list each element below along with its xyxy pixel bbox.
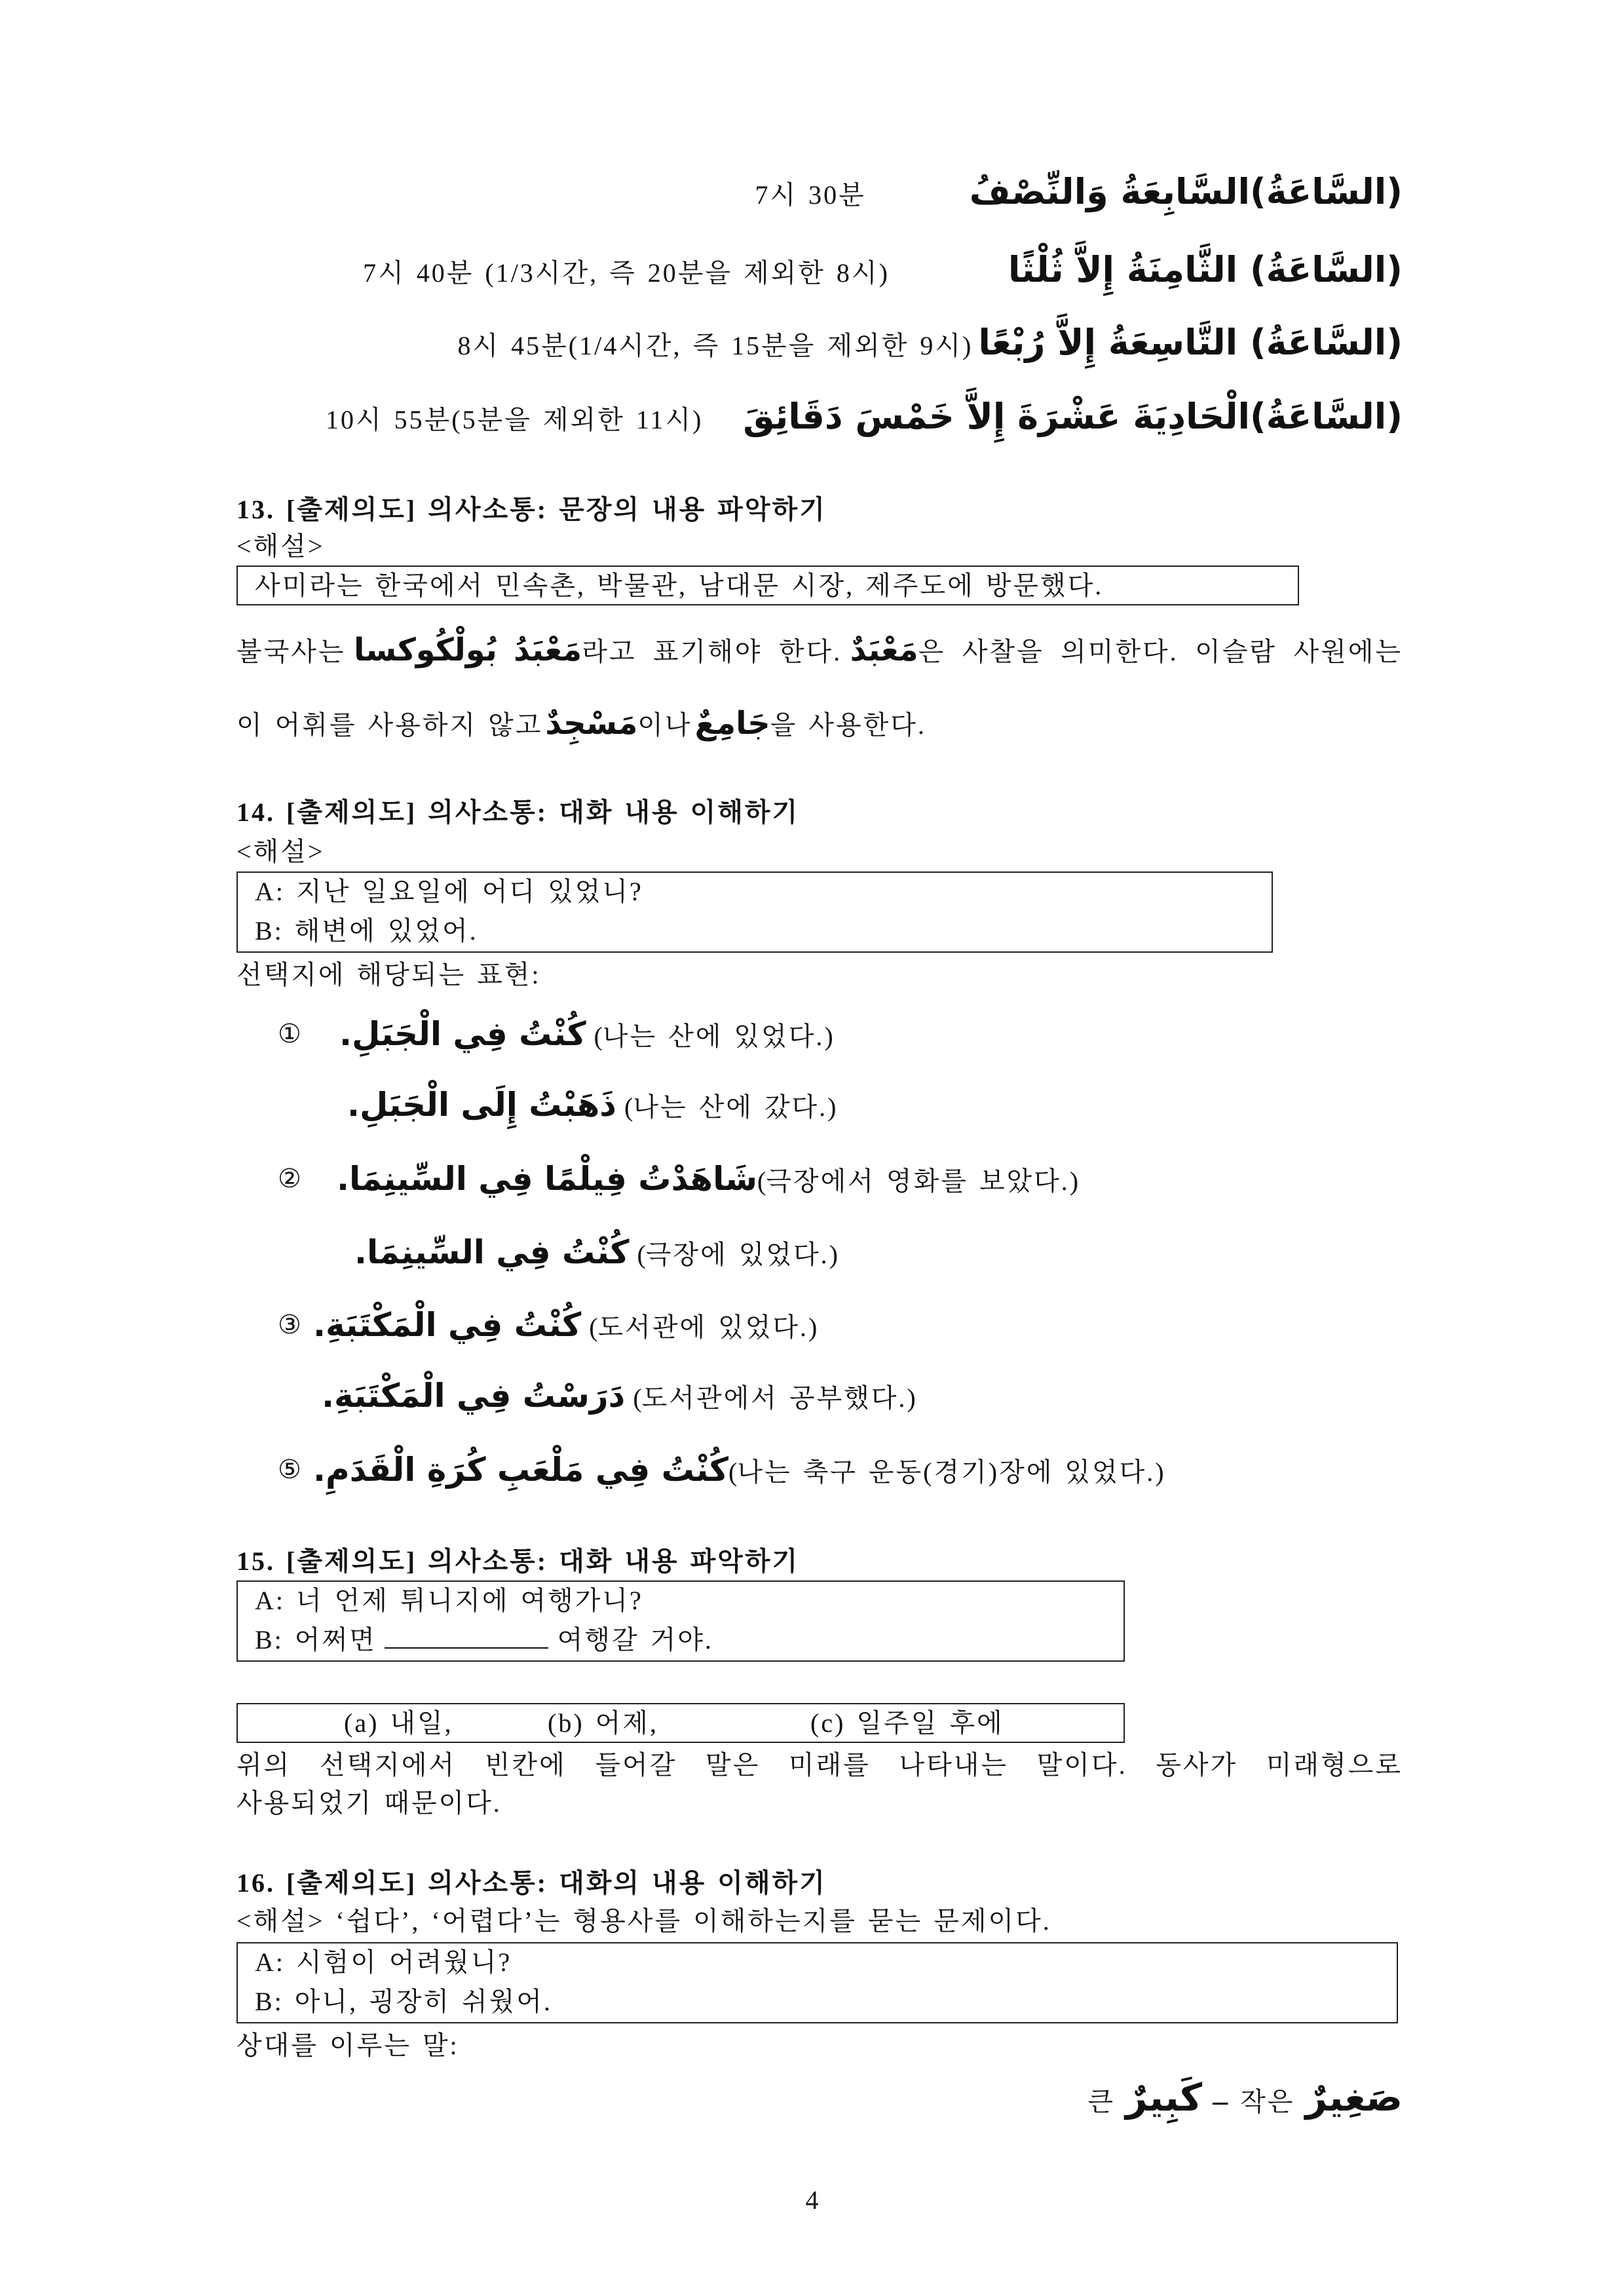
q13-box-text: 사미라는 한국에서 민속촌, 박물관, 남대문 시장, 제주도에 방문했다.: [255, 571, 1104, 600]
dash: –: [1213, 2084, 1230, 2117]
arabic-small: صَغِيرٌ: [1305, 2075, 1403, 2120]
dialogue-line-b: [255, 1621, 1106, 1660]
q14-choices-label: 선택지에 해당되는 표현:: [236, 960, 541, 989]
option-korean: (나는 축구 운동(경기)장에 있었다.): [728, 1457, 1166, 1487]
q13-label: <해설>: [236, 531, 325, 561]
q15-choices-box: [236, 1703, 1125, 1743]
q16-label: <해설>: [236, 1906, 325, 1936]
option-row: [322, 1366, 916, 1425]
q16-dialogue-box: [236, 1942, 1398, 2023]
option-row: [347, 1075, 836, 1134]
option-row: [337, 1149, 1078, 1208]
arabic-big: كَبِيرٌ: [1125, 2075, 1203, 2120]
option-number: ①: [278, 1019, 301, 1048]
option-arabic: شَاهَدْتُ فِيلْمًا فِي السِّينِمَا.: [337, 1160, 758, 1198]
option-arabic: ذَهَبْتُ إِلَى الْجَبَلِ.: [347, 1086, 616, 1124]
dialogue-line-a: A: 시험이 어려웠니?: [255, 1947, 512, 1977]
option-number: ③: [278, 1310, 301, 1339]
q16-label-line: [236, 1902, 1051, 1941]
dialogue-b-start: B: 어쩌면: [255, 1625, 377, 1655]
antonym-pair: [1087, 2068, 1403, 2127]
text-segment: 이 어휘를 사용하지 않고: [236, 710, 543, 740]
arabic-term: مَعْبَدُ بُولْكُوكسا: [353, 632, 582, 668]
option-arabic: كُنْتُ فِي السِّينِمَا.: [354, 1233, 630, 1271]
arabic-term: مَسْجِدٌ: [545, 705, 638, 742]
text-segment: 이나: [637, 710, 692, 740]
q13-explanation-line2: [236, 697, 926, 750]
time-korean: 7시 30분: [755, 180, 866, 210]
q14-heading: 14. [출제의도] 의사소통: 대화 내용 이해하기: [236, 797, 800, 827]
q15-explanation-line1: 위의 선택지에서 빈칸에 들어갈 말은 미래를 나타내는 말이다. 동사가 미래형으로: [236, 1750, 1403, 1780]
q15-dialogue-box: [236, 1580, 1125, 1662]
q14-dialogue-box: [236, 871, 1273, 953]
q15-explanation-line2: 사용되었기 때문이다.: [236, 1788, 502, 1818]
korean-big: 큰: [1087, 2087, 1115, 2116]
q16-antonym-label: 상대를 이루는 말:: [236, 2031, 459, 2060]
option-row: [313, 1440, 1166, 1499]
choice-b: (b) 어제,: [548, 1708, 658, 1738]
option-arabic: كُنْتُ فِي الْمَكْتَبَةِ.: [313, 1306, 582, 1344]
text-segment: 라고 표기해야 한다.: [582, 637, 842, 666]
dialogue-line-a: A: 너 언제 튀니지에 여행가니?: [255, 1586, 643, 1615]
option-korean: (극장에서 영화를 보았다.): [757, 1166, 1079, 1196]
page-number: 4: [805, 2185, 819, 2215]
choice-c: (c) 일주일 후에: [810, 1708, 1004, 1738]
time-korean: 8시 45분(1/4시간, 즉 15분을 제외한 9시): [457, 331, 973, 360]
q14-label: <해설>: [236, 837, 325, 866]
text-segment: 불국사는: [236, 637, 346, 666]
time-row: [363, 244, 1403, 296]
time-korean: 7시 40분 (1/3시간, 즉 20분을 제외한 8시): [363, 258, 890, 288]
time-arabic: (السَّاعَةُ) الثَّامِنَةُ إِلاَّ ثُلْثًا: [1008, 249, 1403, 290]
dialogue-b-end: 여행갈 거야.: [557, 1625, 713, 1655]
dialogue-line-a: A: 지난 일요일에 어디 있었니?: [255, 877, 643, 906]
option-korean: (도서관에서 공부했다.): [633, 1383, 916, 1413]
option-row: [354, 1223, 838, 1282]
time-korean: 10시 55분(5분을 제외한 11시): [326, 405, 704, 434]
time-row: [458, 316, 1403, 369]
text-segment: 을 사용한다.: [770, 710, 926, 740]
korean-small: 작은: [1240, 2087, 1295, 2116]
option-row: [313, 1295, 817, 1354]
answer-blank: [385, 1625, 548, 1649]
option-korean: (나는 산에 갔다.): [624, 1092, 837, 1122]
text-segment: 은 사찰을 의미한다. 이슬람 사원에는: [918, 637, 1403, 666]
option-korean: (나는 산에 있었다.): [594, 1022, 833, 1051]
option-arabic: كُنْتُ فِي مَلْعَبِ كُرَةِ الْقَدَمِ.: [313, 1451, 729, 1489]
option-arabic: كُنْتُ فِي الْجَبَلِ.: [339, 1015, 586, 1053]
dialogue-line-b: B: 아니, 굉장히 쉬웠어.: [255, 1987, 552, 2016]
q16-heading: 16. [출제의도] 의사소통: 대화의 내용 이해하기: [236, 1868, 827, 1898]
arabic-term: مَعْبَدٌ: [850, 632, 918, 668]
option-number: ⑤: [278, 1455, 301, 1484]
option-korean: (도서관에 있었다.): [589, 1312, 818, 1342]
option-row: [339, 1004, 833, 1063]
q13-explanation-line1: [236, 624, 1403, 676]
time-row: [326, 391, 1403, 443]
q16-note: ‘쉽다’, ‘어렵다’는 형용사를 이해하는지를 묻는 문제이다.: [335, 1906, 1051, 1936]
time-arabic: (السَّاعَةُ)السَّابِعَةُ وَالنِّصْفُ: [969, 171, 1403, 212]
q15-heading: 15. [출제의도] 의사소통: 대화 내용 파악하기: [236, 1546, 800, 1576]
option-korean: (극장에 있었다.): [637, 1240, 838, 1269]
q13-box: [236, 565, 1299, 605]
option-number: ②: [278, 1164, 301, 1193]
time-row: [755, 166, 1403, 218]
time-arabic: (السَّاعَةُ)الْحَادِيَةَ عَشْرَةَ إِلاَّ خَمْسَ دَقَائِقَ: [743, 396, 1403, 437]
option-arabic: دَرَسْتُ فِي الْمَكْتَبَةِ.: [322, 1377, 626, 1415]
q13-heading: 13. [출제의도] 의사소통: 문장의 내용 파악하기: [236, 495, 827, 524]
dialogue-line-b: B: 해변에 있었어.: [255, 916, 478, 946]
time-arabic: (السَّاعَةُ) التَّاسِعَةُ إِلاَّ رُبْعًا: [978, 322, 1403, 363]
choice-a: (a) 내일,: [344, 1708, 453, 1738]
arabic-term: جَامِعٌ: [694, 705, 770, 742]
